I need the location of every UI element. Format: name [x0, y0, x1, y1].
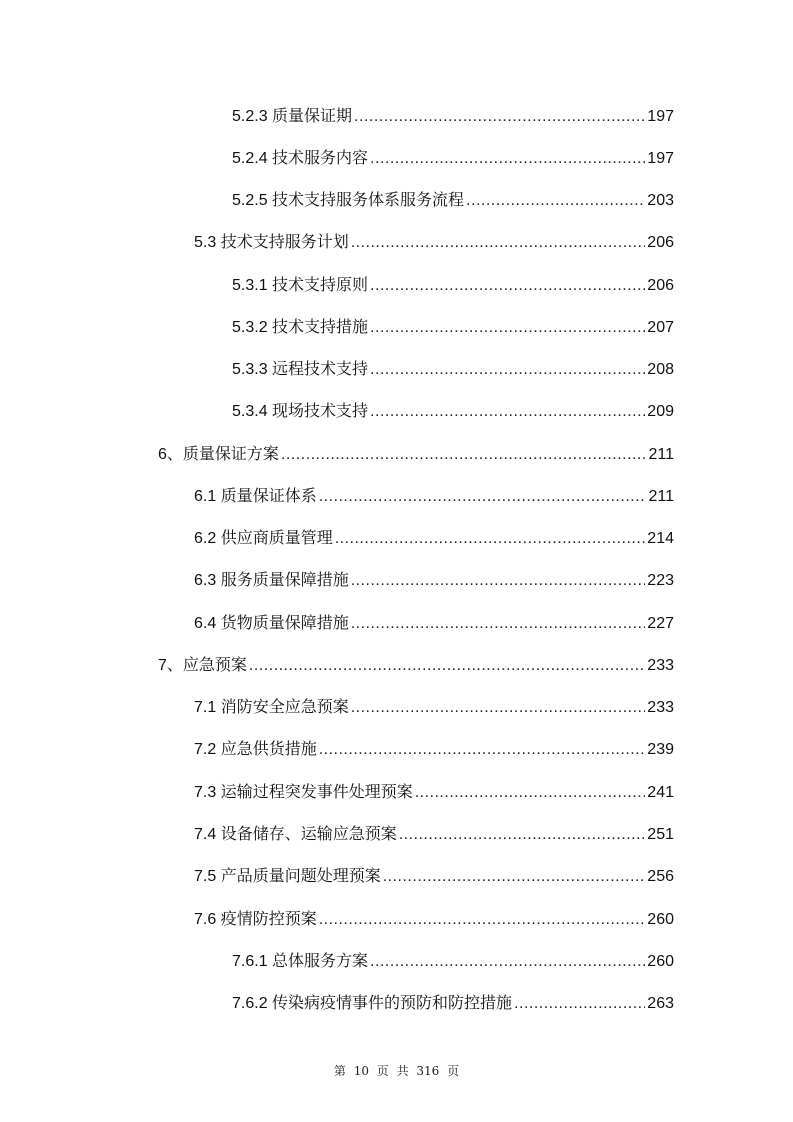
toc-dot-leader	[351, 612, 646, 636]
toc-entry[interactable]	[232, 147, 674, 171]
toc-entry-page: 260	[647, 953, 674, 970]
toc-entry-title: 6.3 服务质量保障措施	[194, 572, 349, 589]
toc-entry[interactable]	[194, 612, 674, 636]
toc-entry[interactable]	[194, 908, 674, 932]
toc-dot-leader	[370, 316, 645, 340]
toc-entry-title: 6、质量保证方案	[158, 446, 279, 463]
toc-entry-page: 206	[647, 277, 674, 294]
toc-entry[interactable]	[232, 189, 674, 213]
toc-entry[interactable]	[194, 823, 674, 847]
toc-entry-page: 203	[647, 192, 674, 209]
toc-entry[interactable]	[232, 274, 674, 298]
toc-entry[interactable]	[232, 105, 674, 129]
toc-dot-leader	[370, 274, 645, 298]
toc-entry-title: 5.3.2 技术支持措施	[232, 319, 369, 336]
toc-entry[interactable]	[158, 443, 674, 467]
toc-dot-leader	[354, 105, 645, 129]
toc-entry[interactable]	[194, 865, 674, 889]
toc-entry-page: 197	[647, 150, 674, 167]
toc-dot-leader	[370, 358, 645, 382]
toc-entry-page: 211	[648, 488, 674, 505]
toc-entry-title: 7.3 运输过程突发事件处理预案	[194, 784, 413, 801]
toc-entry-title: 7、应急预案	[158, 657, 247, 674]
toc-dot-leader	[249, 654, 645, 678]
toc-entry-page: 197	[647, 108, 674, 125]
toc-entry-page: 260	[647, 911, 674, 928]
toc-entry[interactable]	[232, 950, 674, 974]
toc-entry-page: 211	[648, 446, 674, 463]
toc-dot-leader	[370, 147, 645, 171]
toc-entry-title: 5.2.5 技术支持服务体系服务流程	[232, 192, 465, 209]
toc-entry[interactable]	[194, 231, 674, 255]
toc-dot-leader	[399, 823, 646, 847]
toc-entry-title: 6.1 质量保证体系	[194, 488, 317, 505]
toc-entry-page: 207	[647, 319, 674, 336]
toc-entry-page: 209	[647, 403, 674, 420]
toc-entry-title: 7.2 应急供货措施	[194, 741, 317, 758]
toc-entry-page: 256	[647, 868, 674, 885]
toc-dot-leader	[370, 400, 645, 424]
toc-entry-page: 263	[647, 995, 674, 1012]
toc-dot-leader	[514, 992, 645, 1016]
toc-entry[interactable]	[194, 485, 674, 509]
toc-dot-leader	[319, 908, 646, 932]
toc-entry-title: 5.3 技术支持服务计划	[194, 234, 349, 251]
toc-entry-page: 214	[647, 530, 674, 547]
toc-entry[interactable]	[232, 400, 674, 424]
toc-entry[interactable]	[194, 527, 674, 551]
toc-entry-title: 7.6.1 总体服务方案	[232, 953, 369, 970]
toc-entry-page: 233	[647, 657, 674, 674]
toc-dot-leader	[319, 738, 646, 762]
toc-entry-title: 7.6.2 传染病疫情事件的预防和防控措施	[232, 995, 513, 1012]
toc-entry-title: 5.3.1 技术支持原则	[232, 277, 369, 294]
toc-entry[interactable]	[194, 569, 674, 593]
toc-dot-leader	[335, 527, 646, 551]
toc-entry-page: 206	[647, 234, 674, 251]
toc-entry-title: 7.5 产品质量问题处理预案	[194, 868, 381, 885]
toc-dot-leader	[383, 865, 646, 889]
toc-entry[interactable]	[232, 316, 674, 340]
toc-entry[interactable]	[194, 738, 674, 762]
toc-dot-leader	[466, 189, 645, 213]
toc-entry-title: 5.3.3 远程技术支持	[232, 361, 369, 378]
toc-entry-page: 239	[647, 741, 674, 758]
toc-entry-page: 223	[647, 572, 674, 589]
toc-entry-title: 5.3.4 现场技术支持	[232, 403, 369, 420]
toc-entry-title: 7.1 消防安全应急预案	[194, 699, 349, 716]
toc-entry-page: 227	[647, 615, 674, 632]
toc-entry-page: 241	[647, 784, 674, 801]
toc-entry[interactable]	[194, 696, 674, 720]
toc-entry-title: 7.4 设备储存、运输应急预案	[194, 826, 397, 843]
toc-dot-leader	[281, 443, 647, 467]
toc-dot-leader	[319, 485, 647, 509]
toc-dot-leader	[351, 231, 646, 255]
toc-entry-title: 5.2.3 质量保证期	[232, 108, 353, 125]
toc-entry-title: 6.4 货物质量保障措施	[194, 615, 349, 632]
toc-entry-title: 5.2.4 技术服务内容	[232, 150, 369, 167]
toc-entry-page: 251	[647, 826, 674, 843]
toc-entry[interactable]	[158, 654, 674, 678]
toc-dot-leader	[415, 781, 646, 805]
toc-dot-leader	[370, 950, 645, 974]
toc-entry-title: 7.6 疫情防控预案	[194, 911, 317, 928]
page-footer: 第 10 页 共 316 页	[333, 1064, 460, 1078]
toc-entry-page: 208	[647, 361, 674, 378]
toc-entry[interactable]	[232, 992, 674, 1016]
toc-entry-title: 6.2 供应商质量管理	[194, 530, 333, 547]
toc-dot-leader	[351, 696, 646, 720]
toc-entry-page: 233	[647, 699, 674, 716]
toc-dot-leader	[351, 569, 646, 593]
toc-entry[interactable]	[232, 358, 674, 382]
toc-entry[interactable]	[194, 781, 674, 805]
